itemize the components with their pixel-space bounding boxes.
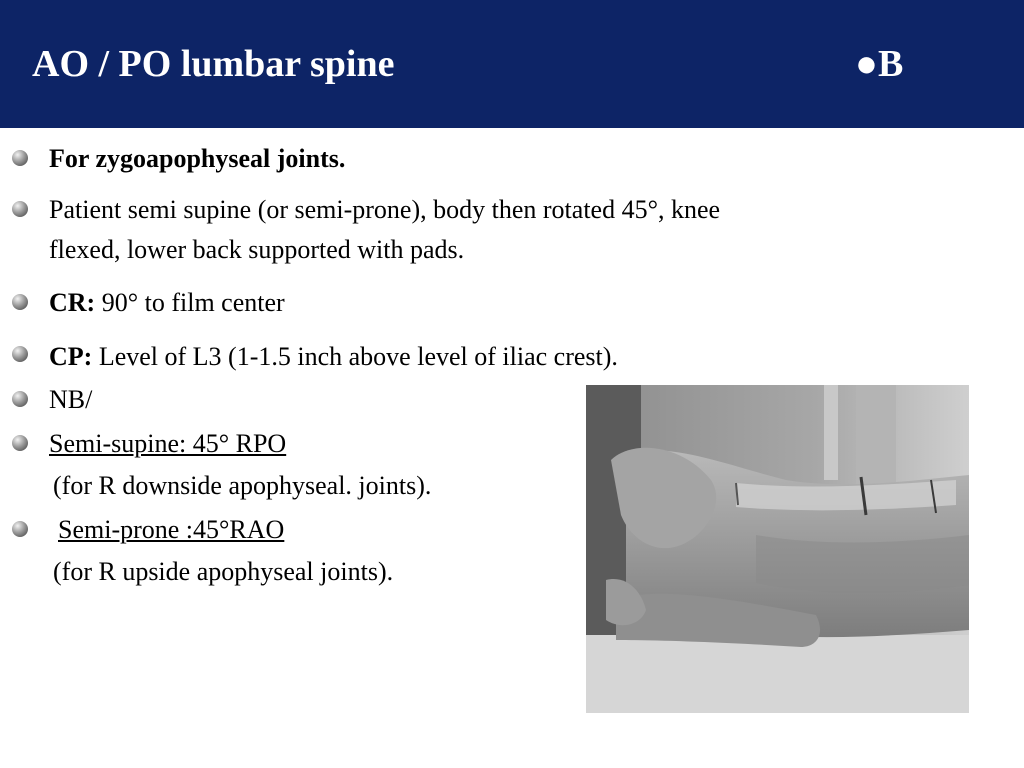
cr-label: CR:	[49, 288, 96, 317]
bullet-icon	[12, 150, 28, 166]
semi-supine-link[interactable]: Semi-supine: 45° RPO	[49, 429, 287, 458]
semi-prone-link[interactable]: Semi-prone :45°RAO	[58, 515, 285, 544]
bullet-icon	[12, 521, 28, 537]
bullet-icon	[12, 201, 28, 217]
patient-positioning-photo	[586, 385, 969, 713]
bullet-patient-line1: Patient semi supine (or semi-prone), body then rotated 45°, knee	[49, 195, 721, 224]
bullet-zygoapophyseal: For zygoapophyseal joints.	[49, 144, 346, 173]
bullet-nb: NB/	[49, 385, 93, 414]
bullet-patient-line2: flexed, lower back supported with pads.	[49, 235, 465, 264]
bullet-icon	[12, 391, 28, 407]
bullet-cp	[49, 337, 618, 377]
patient-photo-illustration	[586, 385, 969, 713]
cr-text: 90° to film center	[95, 288, 285, 317]
title-bar	[0, 0, 1024, 128]
title-mark: ●B	[855, 43, 904, 85]
bullet-cr	[49, 283, 285, 323]
semi-supine-note: (for R downside apophyseal. joints).	[53, 471, 432, 500]
cp-text: Level of L3 (1-1.5 inch above level of iliac crest).	[92, 342, 618, 371]
semi-prone-note: (for R upside apophyseal joints).	[53, 557, 394, 586]
slide-title: AO / PO lumbar spine	[32, 43, 395, 85]
bullet-icon	[12, 294, 28, 310]
bullet-icon	[12, 435, 28, 451]
bullet-icon	[12, 346, 28, 362]
cp-label: CP:	[49, 342, 93, 371]
